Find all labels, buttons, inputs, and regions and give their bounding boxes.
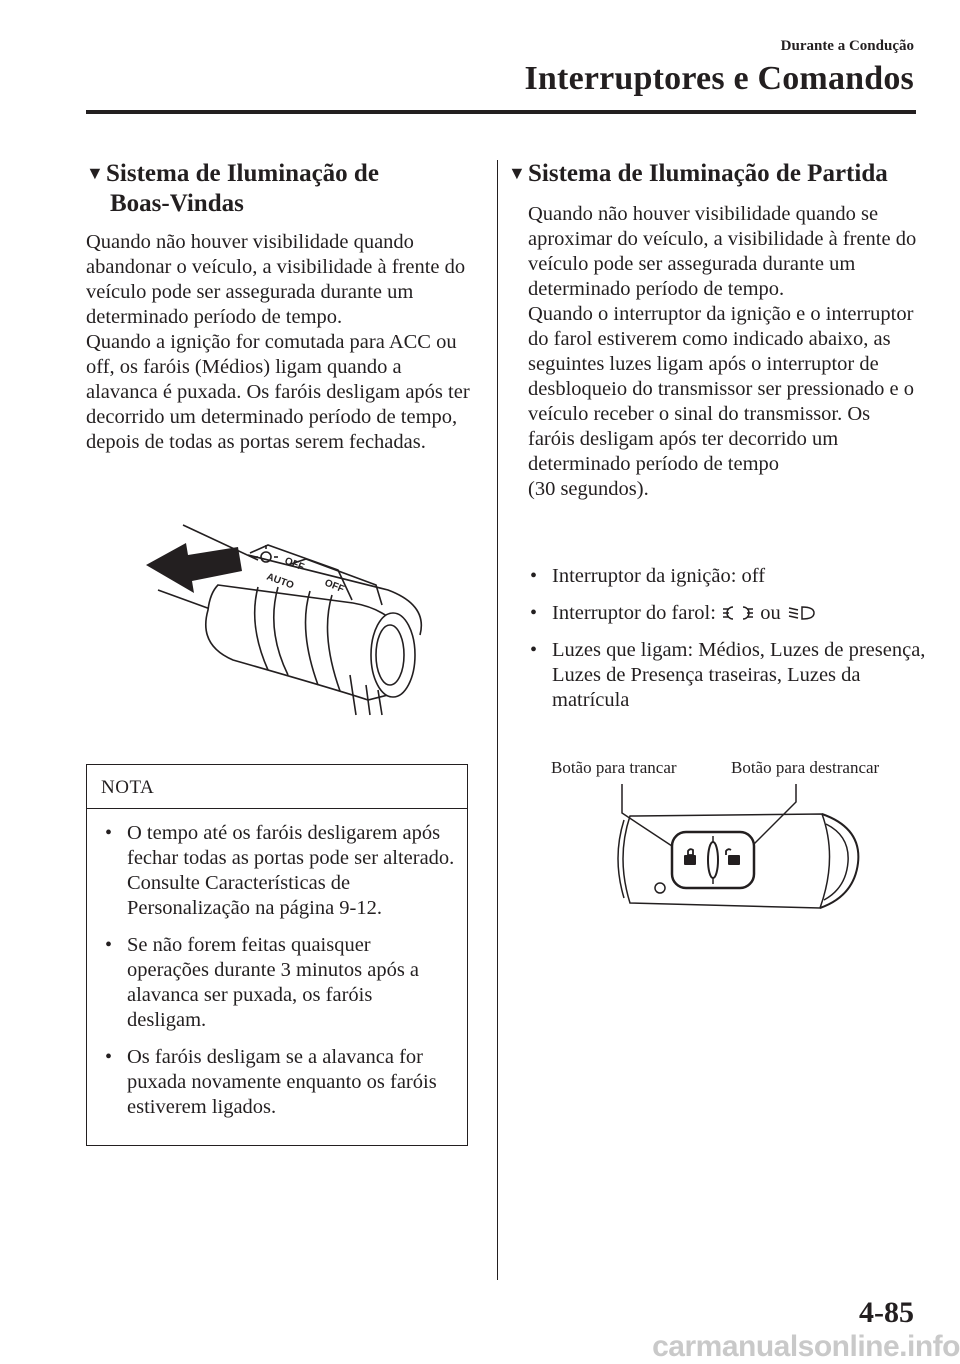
note-item — [103, 1045, 455, 1120]
low-beam-icon — [786, 604, 816, 622]
welcome-heading-line1: Sistema de Iluminação de — [106, 160, 379, 187]
note-item-1-ref: Consulte Características de Personalização na página 9-12. — [127, 872, 383, 919]
chapter-title: Durante a Condução — [780, 38, 914, 54]
lever-label-off-1: OFF — [282, 555, 306, 574]
lever-label-off-2: OFF — [322, 577, 346, 596]
departure-lighting-heading — [508, 158, 928, 189]
bullet-icon: • — [105, 1046, 113, 1068]
note-item-1-text: O tempo até os faróis desligarem após fechar todas as portas pode ser alterado. — [127, 822, 455, 869]
note-item-2-text: Se não forem feitas quaisquer operações durante 3 minutos após a alavanca ser puxada, os faróis desligam. — [127, 934, 420, 1031]
lock-button-caption: Botão para trancar — [551, 758, 677, 777]
departure-paragraph-2 — [528, 302, 920, 502]
headlight-lever-illustration — [138, 515, 438, 720]
bullet-icon: • — [105, 822, 113, 844]
triangle-down-icon: ▼ — [86, 163, 104, 183]
departure-conditions-list — [528, 564, 928, 725]
note-item-3-text: Os faróis desligam se a alavanca for puxada novamente enquanto os faróis estiverem ligados. — [127, 1046, 437, 1118]
triangle-down-icon: ▼ — [508, 163, 526, 183]
welcome-heading-line2: Boas-Vindas — [110, 190, 244, 217]
unlock-button-caption: Botão para destrancar — [731, 758, 880, 777]
page-number: 4-85 — [859, 1296, 914, 1329]
departure-paragraph-2-main: Quando o interruptor da ignição e o interruptor do farol estiverem como indicado abaixo, as seguintes luzes ligam após o interruptor de desbloqueio do transmissor ser pressionado e o veículo receber o sinal do transmissor. Os faróis desligam após ter decorrido um determinado período de tempo — [528, 303, 915, 475]
watermark: carmanualsonline.info — [652, 1330, 960, 1363]
welcome-lighting-heading — [86, 158, 486, 219]
note-list — [103, 821, 455, 1132]
list-item — [528, 564, 928, 589]
note-item — [103, 933, 455, 1033]
list-item — [528, 638, 928, 713]
welcome-paragraph-1: Quando não houver visibilidade quando abandonar o veículo, a visibilidade à frente do veículo pode ser assegurada durante um determinado período de tempo. — [86, 231, 466, 328]
departure-paragraph-1: Quando não houver visibilidade quando se aproximar do veículo, a visibilidade à frente do veículo pode ser assegurada durante um determinado período de tempo. — [528, 203, 917, 300]
header-rule — [86, 110, 916, 114]
bullet-icon: • — [530, 565, 538, 587]
departure-body — [528, 202, 920, 502]
ignition-condition: Interruptor da ignição: off — [552, 565, 766, 587]
bullet-icon: • — [530, 602, 538, 624]
headlight-condition-prefix: Interruptor do farol: — [552, 602, 716, 624]
lever-label-auto: AUTO — [264, 571, 296, 592]
departure-paragraph-2-tail: (30 segundos). — [528, 478, 649, 500]
welcome-paragraph-2: Quando a ignição for comutada para ACC ou off, os faróis (Médios) ligam quando a alavanca é puxada. Os faróis desligam após ter decorrido um determinado período de tempo, depois de todas as portas serem fechadas. — [86, 331, 470, 453]
parking-lights-icon — [721, 604, 755, 622]
list-item — [528, 601, 928, 626]
note-title: NOTA — [101, 777, 155, 798]
lights-condition: Luzes que ligam: Médios, Luzes de presença, Luzes de Presença traseiras, Luzes da matrícula — [552, 639, 926, 711]
welcome-body — [86, 230, 476, 455]
smart-key-illustration — [600, 778, 880, 918]
note-box — [86, 764, 468, 1146]
section-title: Interruptores e Comandos — [524, 60, 914, 97]
headlight-condition-or: ou — [760, 602, 781, 624]
note-divider — [87, 808, 467, 809]
note-item — [103, 821, 455, 921]
bullet-icon: • — [105, 934, 113, 956]
departure-heading-text: Sistema de Iluminação de Partida — [528, 160, 888, 187]
bullet-icon: • — [530, 639, 538, 661]
column-divider — [497, 160, 498, 1280]
